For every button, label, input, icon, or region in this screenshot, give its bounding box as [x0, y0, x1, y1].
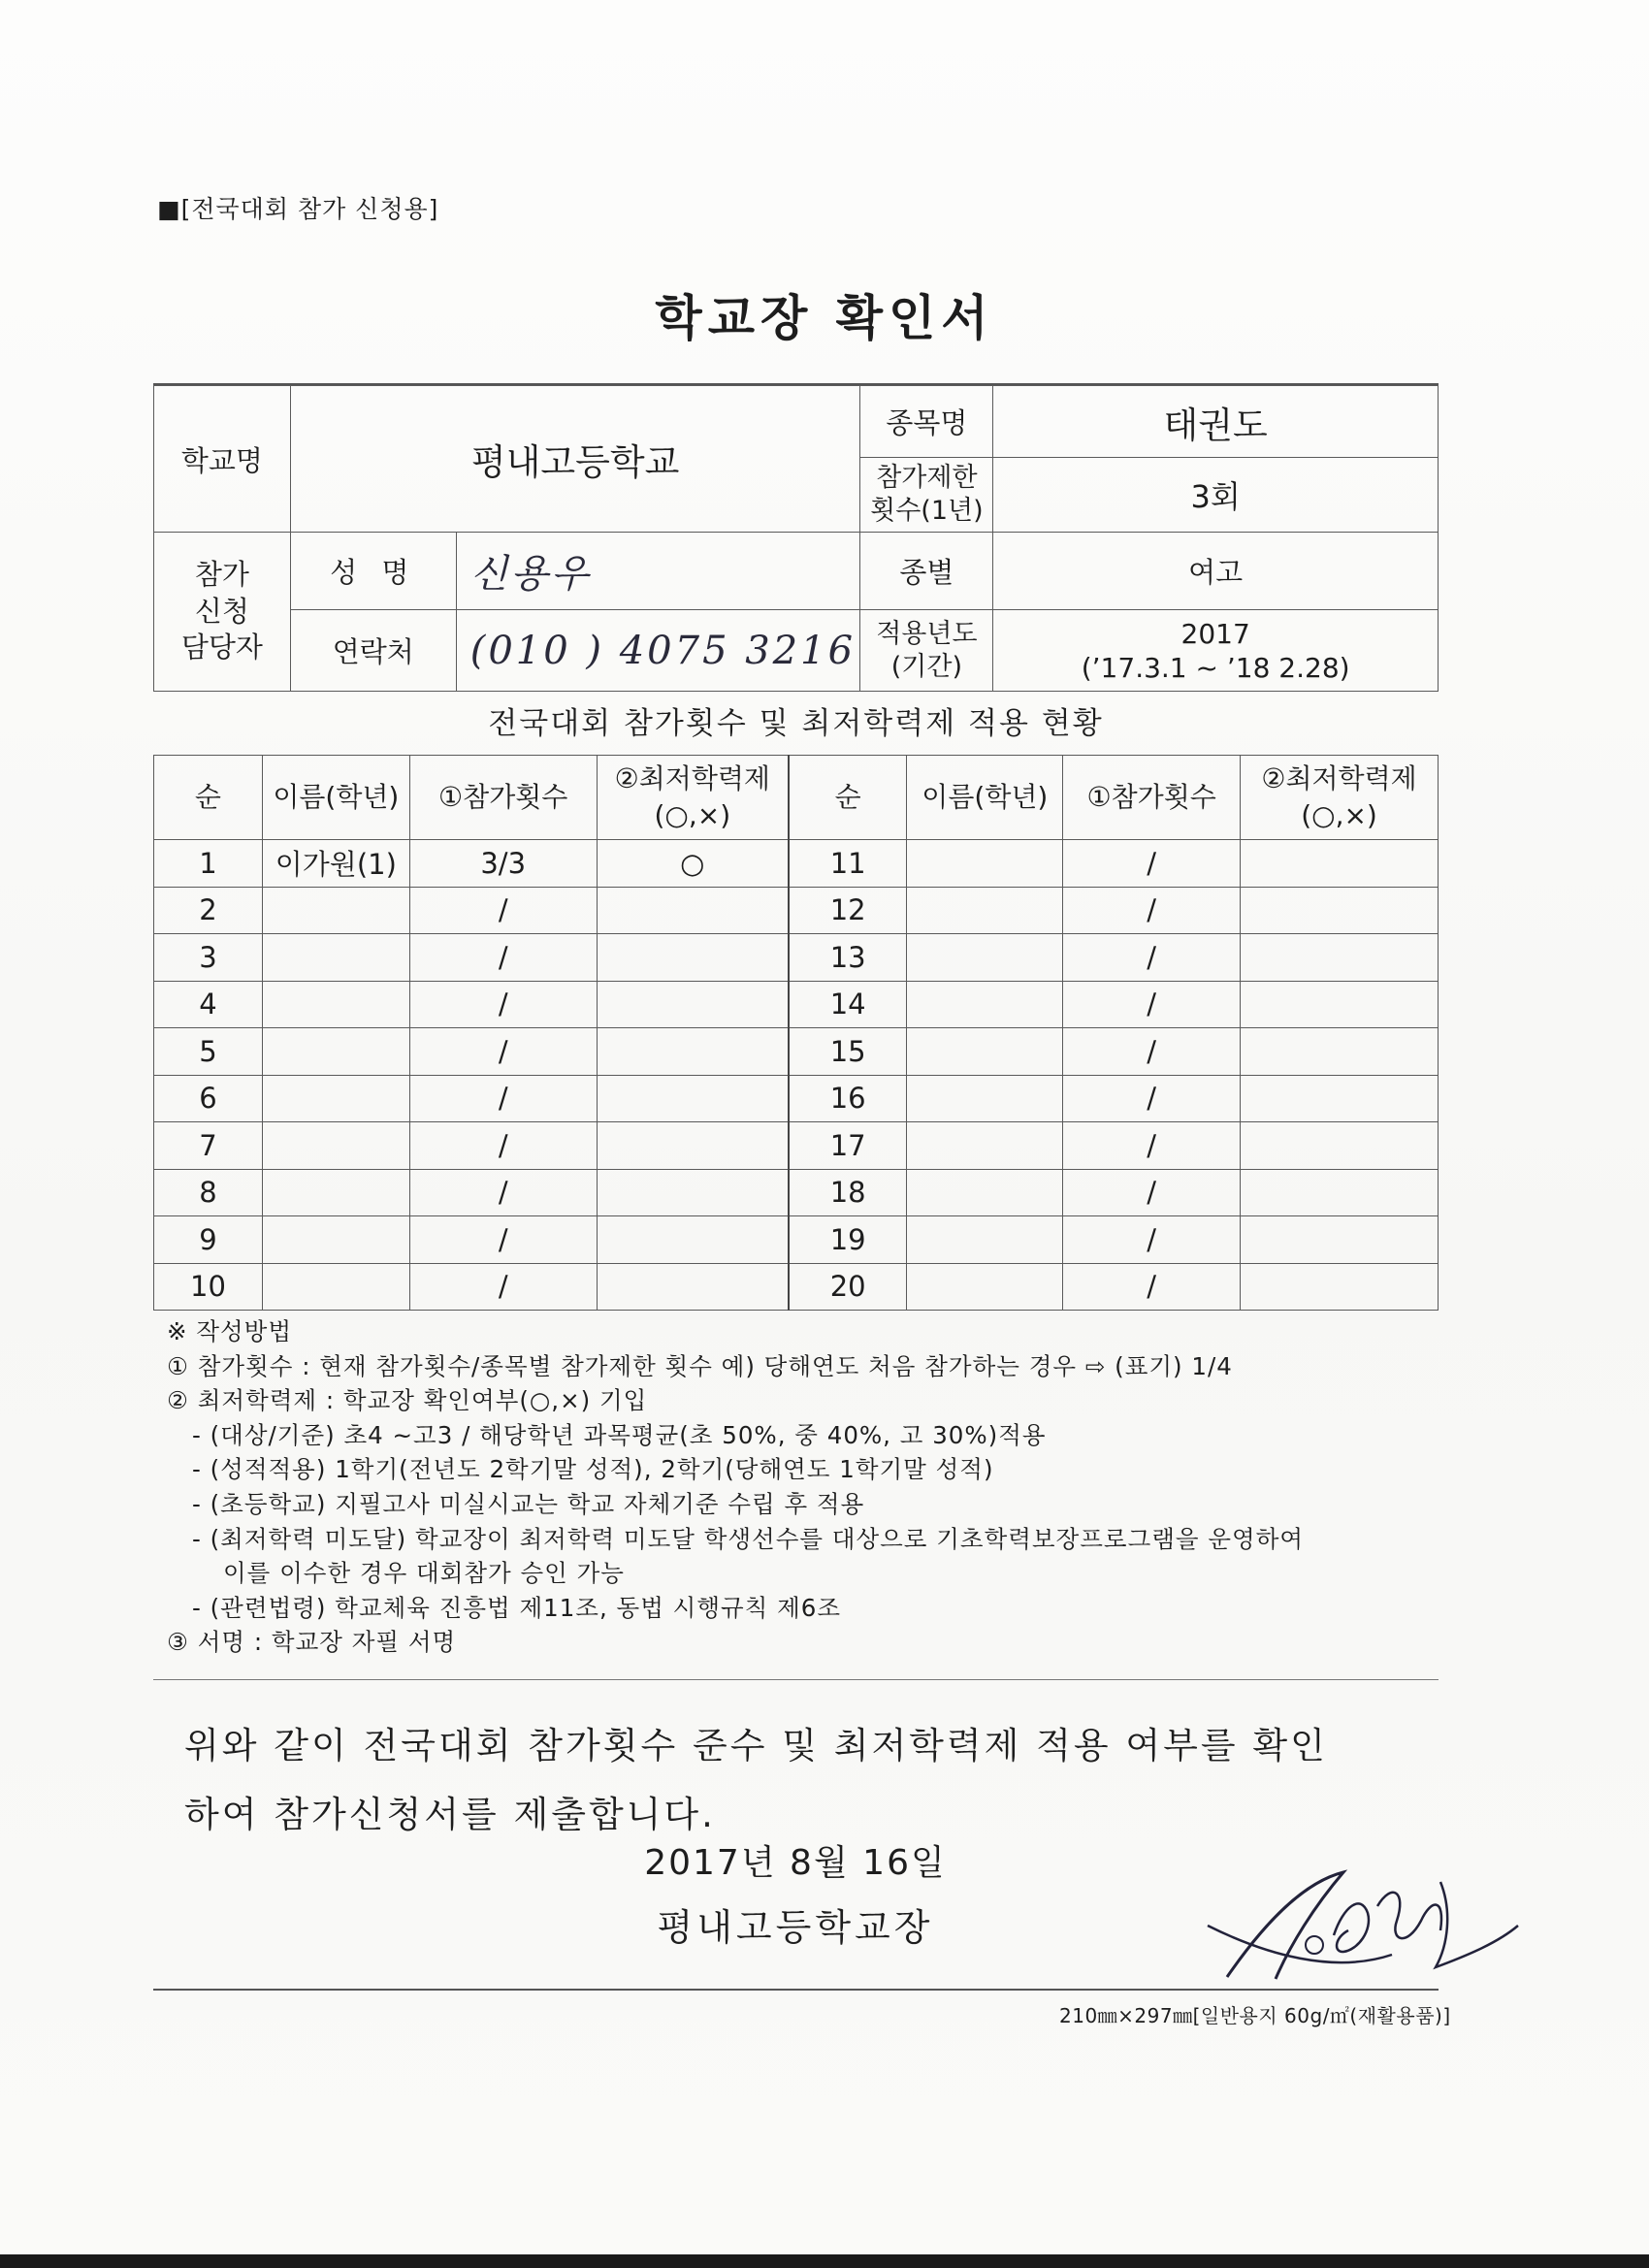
row-min-standard: ○ — [597, 840, 789, 888]
scan-edge — [0, 2254, 1649, 2268]
row-no-2: 18 — [789, 1169, 907, 1216]
row-no-2: 16 — [789, 1075, 907, 1122]
footer-rule — [153, 1989, 1439, 1991]
row-min-standard — [597, 1169, 789, 1216]
row-count: 3/3 — [409, 840, 597, 888]
row-count: / — [409, 981, 597, 1028]
row-name-2 — [907, 887, 1063, 934]
row-min-standard-2 — [1241, 981, 1439, 1028]
row-name-2 — [907, 934, 1063, 982]
contact-name-handwritten: 신용우 — [456, 533, 860, 610]
row-name — [262, 1169, 409, 1216]
instructions — [167, 1314, 1447, 1660]
row-count-2: / — [1063, 981, 1241, 1028]
header-min-standard — [597, 756, 789, 840]
row-no-2: 15 — [789, 1028, 907, 1076]
applicable-year-value-line2: (’17.3.1 ~ ’18 2.28) — [1081, 651, 1350, 684]
row-count-2: / — [1063, 1028, 1241, 1076]
instruction-line: - (대상/기준) 초4 ~고3 / 해당학년 과목평균(초 50%, 중 40%, 고 30%)적용 — [192, 1420, 1047, 1449]
row-min-standard — [597, 1216, 789, 1264]
row-count-2: / — [1063, 1263, 1241, 1311]
row-no-2: 19 — [789, 1216, 907, 1264]
row-name — [262, 981, 409, 1028]
row-min-standard — [597, 981, 789, 1028]
row-min-standard — [597, 1122, 789, 1170]
school-info-table — [153, 385, 1439, 692]
row-count: / — [409, 1169, 597, 1216]
roster-row — [154, 1028, 1439, 1076]
contact-label-line3: 담당자 — [180, 631, 263, 664]
header-min-line1: ②최저학력제 — [614, 762, 770, 795]
row-name — [262, 887, 409, 934]
row-count: / — [409, 887, 597, 934]
roster-row — [154, 1075, 1439, 1122]
row-min-standard — [597, 1075, 789, 1122]
row-no: 5 — [154, 1028, 263, 1076]
row-name-2 — [907, 1263, 1063, 1311]
row-no: 2 — [154, 887, 263, 934]
participation-limit-label — [860, 458, 993, 533]
row-count: / — [409, 1263, 597, 1311]
row-name — [262, 1216, 409, 1264]
school-name-value: 평내고등학교 — [290, 386, 860, 533]
contact-name-label: 성 명 — [290, 533, 456, 610]
category-label: 종별 — [860, 533, 993, 610]
row-min-standard — [597, 1028, 789, 1076]
participation-limit-label-line2: 횟수(1년) — [870, 496, 984, 526]
document-title: 학교장 확인서 — [655, 290, 994, 346]
header-name-2: 이름(학년) — [907, 756, 1063, 840]
row-no-2: 13 — [789, 934, 907, 982]
row-name — [262, 1075, 409, 1122]
row-count-2: / — [1063, 1216, 1241, 1264]
row-count: / — [409, 1122, 597, 1170]
row-min-standard-2 — [1241, 934, 1439, 982]
row-min-standard — [597, 887, 789, 934]
row-name — [262, 1263, 409, 1311]
row-name — [262, 1122, 409, 1170]
row-name-2 — [907, 1075, 1063, 1122]
applicable-year-value-line1: 2017 — [1180, 617, 1250, 650]
row-name: 이가원(1) — [262, 840, 409, 888]
roster-row — [154, 981, 1439, 1028]
header-no: 순 — [154, 756, 263, 840]
row-min-standard-2 — [1241, 1216, 1439, 1264]
contact-label-line1: 참가 — [194, 557, 249, 591]
applicable-year-label-line1: 적용년도 — [876, 618, 978, 649]
roster-row — [154, 887, 1439, 934]
form-usage-label: ■[전국대회 참가 신청용] — [157, 195, 439, 223]
row-min-standard-2 — [1241, 1028, 1439, 1076]
row-no-2: 20 — [789, 1263, 907, 1311]
instructions-heading: ※ 작성방법 — [167, 1317, 292, 1345]
row-count: / — [409, 934, 597, 982]
roster-row — [154, 1216, 1439, 1264]
row-name-2 — [907, 1028, 1063, 1076]
row-no: 9 — [154, 1216, 263, 1264]
applicable-year-label — [860, 610, 993, 692]
row-count: / — [409, 1216, 597, 1264]
row-no: 4 — [154, 981, 263, 1028]
principal-title: 평내고등학교장 — [657, 1906, 934, 1949]
contact-label-line2: 신청 — [194, 594, 249, 628]
row-count: / — [409, 1075, 597, 1122]
row-name — [262, 934, 409, 982]
row-min-standard — [597, 1263, 789, 1311]
row-name-2 — [907, 981, 1063, 1028]
row-count-2: / — [1063, 934, 1241, 982]
row-count-2: / — [1063, 1122, 1241, 1170]
row-count-2: / — [1063, 1169, 1241, 1216]
event-value: 태권도 — [993, 386, 1439, 458]
row-no: 1 — [154, 840, 263, 888]
instruction-line: ③ 서명 : 학교장 자필 서명 — [167, 1628, 457, 1657]
roster-row — [154, 934, 1439, 982]
row-name-2 — [907, 840, 1063, 888]
row-min-standard-2 — [1241, 1122, 1439, 1170]
row-count-2: / — [1063, 887, 1241, 934]
row-count-2: / — [1063, 1075, 1241, 1122]
header-name: 이름(학년) — [262, 756, 409, 840]
declaration-line-1: 위와 같이 전국대회 참가횟수 준수 및 최저학력제 적용 여부를 확인 — [184, 1725, 1328, 1766]
participation-limit-label-line1: 참가제한 — [876, 463, 978, 494]
declaration-text — [184, 1711, 1445, 1849]
row-min-standard-2 — [1241, 1169, 1439, 1216]
declaration-line-2: 하여 참가신청서를 제출합니다. — [184, 1794, 716, 1835]
applicable-year-value — [993, 610, 1439, 692]
header-count: ①참가횟수 — [409, 756, 597, 840]
header-min-line1-2: ②최저학력제 — [1261, 762, 1417, 795]
instruction-line: 이를 이수한 경우 대회참가 승인 가능 — [223, 1559, 625, 1588]
row-name-2 — [907, 1122, 1063, 1170]
instruction-line: ② 최저학력제 : 학교장 확인여부(○,×) 기입 — [167, 1386, 648, 1415]
roster-header-row — [154, 756, 1439, 840]
contact-phone-label: 연락처 — [290, 610, 456, 692]
section-title: 전국대회 참가횟수 및 최저학력제 적용 현황 — [488, 706, 1104, 741]
row-no-2: 17 — [789, 1122, 907, 1170]
roster-row — [154, 1169, 1439, 1216]
category-value: 여고 — [993, 533, 1439, 610]
participation-limit-value: 3회 — [993, 458, 1439, 533]
row-no: 3 — [154, 934, 263, 982]
paper-specification: 210㎜×297㎜[일반용지 60g/㎡(재활용품)] — [1059, 2004, 1451, 2027]
instruction-line: - (관련법령) 학교체육 진흥법 제11조, 동법 시행규칙 제6조 — [192, 1593, 842, 1622]
instruction-line: - (성적적용) 1학기(전년도 2학기말 성적), 2학기(당해연도 1학기말 성적) — [192, 1455, 994, 1484]
roster-body — [154, 840, 1439, 1311]
header-no-2: 순 — [789, 756, 907, 840]
row-name-2 — [907, 1169, 1063, 1216]
header-count-2: ①참가횟수 — [1063, 756, 1241, 840]
row-name-2 — [907, 1216, 1063, 1264]
row-min-standard-2 — [1241, 1075, 1439, 1122]
contact-person-label — [154, 533, 291, 692]
instruction-line: - (초등학교) 지필고사 미실시교는 학교 자체기준 수립 후 적용 — [192, 1489, 865, 1518]
row-min-standard-2 — [1241, 1263, 1439, 1311]
applicable-year-label-line2: (기간) — [890, 651, 962, 682]
event-label: 종목명 — [860, 386, 993, 458]
row-min-standard — [597, 934, 789, 982]
header-min-standard-2 — [1241, 756, 1439, 840]
school-name-label: 학교명 — [154, 386, 291, 533]
instruction-line: - (최저학력 미도달) 학교장이 최저학력 미도달 학생선수를 대상으로 기초학력보장프로그램을 운영하여 — [192, 1524, 1305, 1553]
submission-date: 2017년 8월 16일 — [644, 1843, 947, 1883]
row-no-2: 14 — [789, 981, 907, 1028]
roster-row — [154, 1263, 1439, 1311]
header-min-line2-2: (○,×) — [1301, 799, 1377, 831]
roster-row — [154, 840, 1439, 888]
instruction-line: ① 참가횟수 : 현재 참가횟수/종목별 참가제한 횟수 예) 당해연도 처음 참가하는 경우 ⇨ (표기) 1/4 — [167, 1351, 1233, 1380]
declaration-rule — [153, 1679, 1439, 1680]
contact-phone-handwritten: (010 ) 4075 3216 — [456, 610, 860, 692]
row-no: 8 — [154, 1169, 263, 1216]
row-no: 6 — [154, 1075, 263, 1122]
row-no: 10 — [154, 1263, 263, 1311]
row-min-standard-2 — [1241, 887, 1439, 934]
row-count-2: / — [1063, 840, 1241, 888]
roster-row — [154, 1122, 1439, 1170]
header-min-line2: (○,×) — [654, 799, 731, 831]
principal-signature — [1198, 1853, 1528, 1998]
row-no-2: 11 — [789, 840, 907, 888]
row-no: 7 — [154, 1122, 263, 1170]
participation-roster-table — [153, 755, 1439, 1311]
row-no-2: 12 — [789, 887, 907, 934]
row-count: / — [409, 1028, 597, 1076]
row-min-standard-2 — [1241, 840, 1439, 888]
row-name — [262, 1028, 409, 1076]
